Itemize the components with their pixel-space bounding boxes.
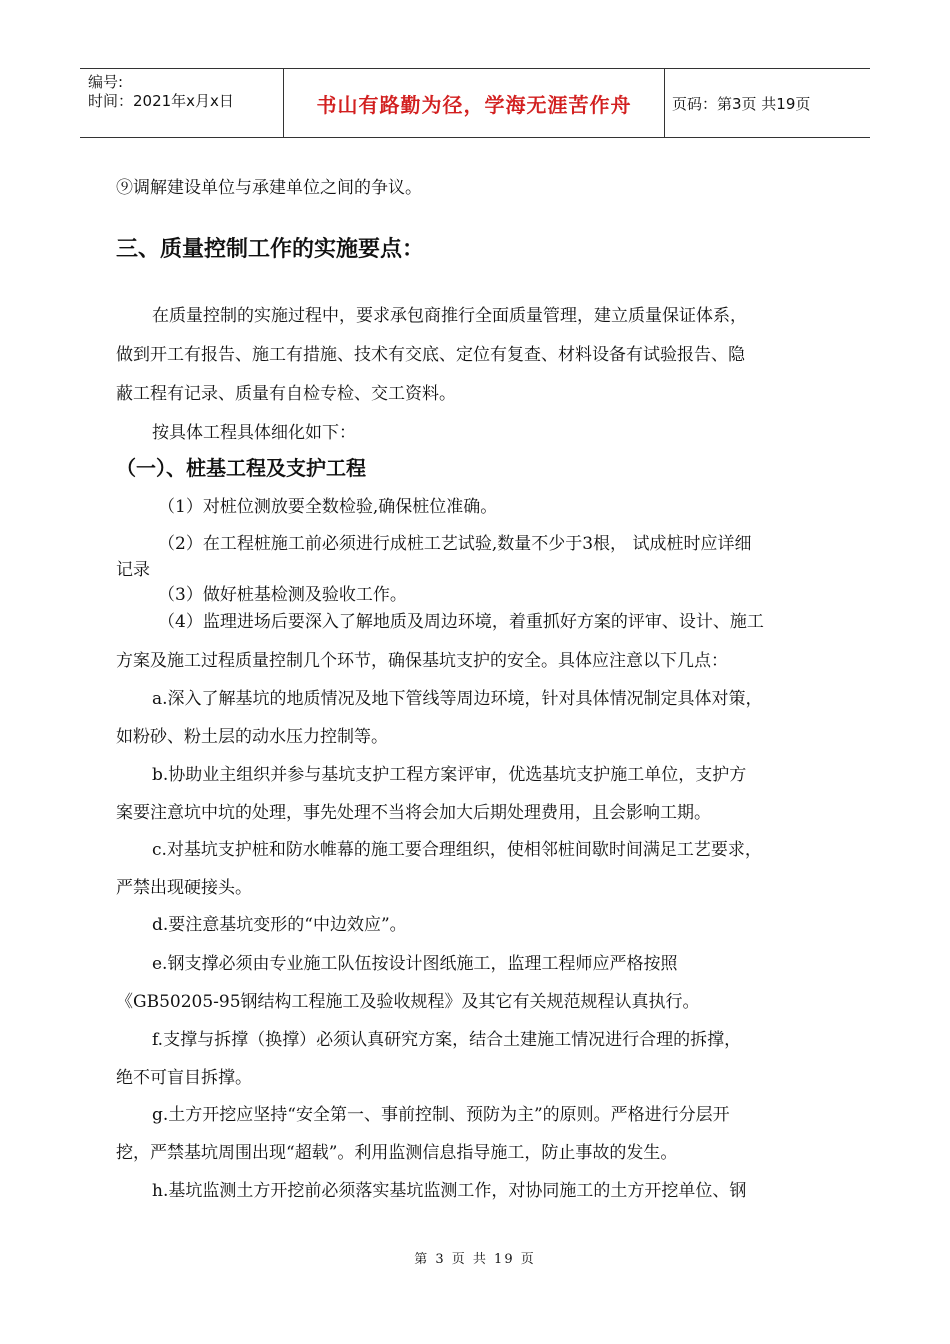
sub-item: a.深入了解基坑的地质情况及地下管线等周边环境，针对具体情况制定具体对策， (152, 689, 763, 709)
sub-item-continued: 绝不可盲目拆撑。 (116, 1068, 252, 1088)
subsection-heading: （一）、桩基工程及支护工程 (116, 456, 366, 480)
paragraph-line: 蔽工程有记录、质量有自检专检、交工资料。 (116, 384, 456, 404)
sub-item-continued: 严禁出现硬接头。 (116, 878, 252, 898)
sub-item-continued: 《GB50205-95钢结构工程施工及验收规程》及其它有关规范规程认真执行。 (116, 992, 700, 1012)
document-header (80, 68, 870, 138)
header-meta (88, 73, 234, 111)
paragraph-line: ⑨调解建设单位与承建单位之间的争议。 (116, 178, 422, 198)
sub-item: d.要注意基坑变形的“中边效应”。 (152, 915, 407, 935)
sub-item: b.协助业主组织并参与基坑支护工程方案评审，优选基坑支护施工单位，支护方 (152, 765, 747, 785)
time-label: 时间：2021年x月x日 (88, 92, 234, 110)
sub-item: c.对基坑支护桩和防水帷幕的施工要合理组织，使相邻桩间歇时间满足工艺要求， (152, 840, 762, 860)
sub-item-continued: 挖，严禁基坑周围出现“超载”。利用监测信息指导施工，防止事故的发生。 (116, 1143, 678, 1163)
sub-item-continued: 如粉砂、粉土层的动水压力控制等。 (116, 727, 388, 747)
list-item: （3）做好桩基检测及验收工作。 (158, 585, 407, 605)
list-item: （1）对桩位测放要全数检验,确保桩位准确。 (158, 497, 498, 517)
list-item-continued: 方案及施工过程质量控制几个环节，确保基坑支护的安全。具体应注意以下几点： (116, 651, 728, 671)
sub-item: h.基坑监测土方开挖前必须落实基坑监测工作，对协同施工的土方开挖单位、钢 (152, 1181, 747, 1201)
section-heading: 三、质量控制工作的实施要点： (116, 237, 425, 262)
header-motto: 书山有路勤为径，学海无涯苦作舟 (316, 92, 632, 117)
paragraph-line: 做到开工有报告、施工有措施、技术有交底、定位有复查、材料设备有试验报告、隐 (116, 345, 745, 365)
sub-item-continued: 案要注意坑中坑的处理，事先处理不当将会加大后期处理费用，且会影响工期。 (116, 803, 711, 823)
list-item: （2）在工程桩施工前必须进行成桩工艺试验,数量不少于3根， 试成桩时应详细 (158, 534, 752, 554)
paragraph-line: 在质量控制的实施过程中，要求承包商推行全面质量管理，建立质量保证体系， (152, 306, 747, 326)
page-footer: 第 3 页 共 19 页 (414, 1252, 536, 1267)
list-item: （4）监理进场后要深入了解地质及周边环境，着重抓好方案的评审、设计、施工 (158, 612, 764, 632)
list-item-continued: 记录 (116, 560, 150, 580)
paragraph-line: 按具体工程具体细化如下： (152, 423, 356, 443)
sub-item: e.钢支撑必须由专业施工队伍按设计图纸施工，监理工程师应严格按照 (152, 954, 678, 974)
sub-item: f.支撑与拆撑（换撑）必须认真研究方案，结合土建施工情况进行合理的拆撑， (152, 1030, 742, 1050)
number-label: 编号: (88, 73, 124, 91)
header-page-info: 页码：第3页 共19页 (672, 94, 811, 113)
sub-item: g.土方开挖应坚持“安全第一、事前控制、预防为主”的原则。严格进行分层开 (152, 1105, 730, 1125)
